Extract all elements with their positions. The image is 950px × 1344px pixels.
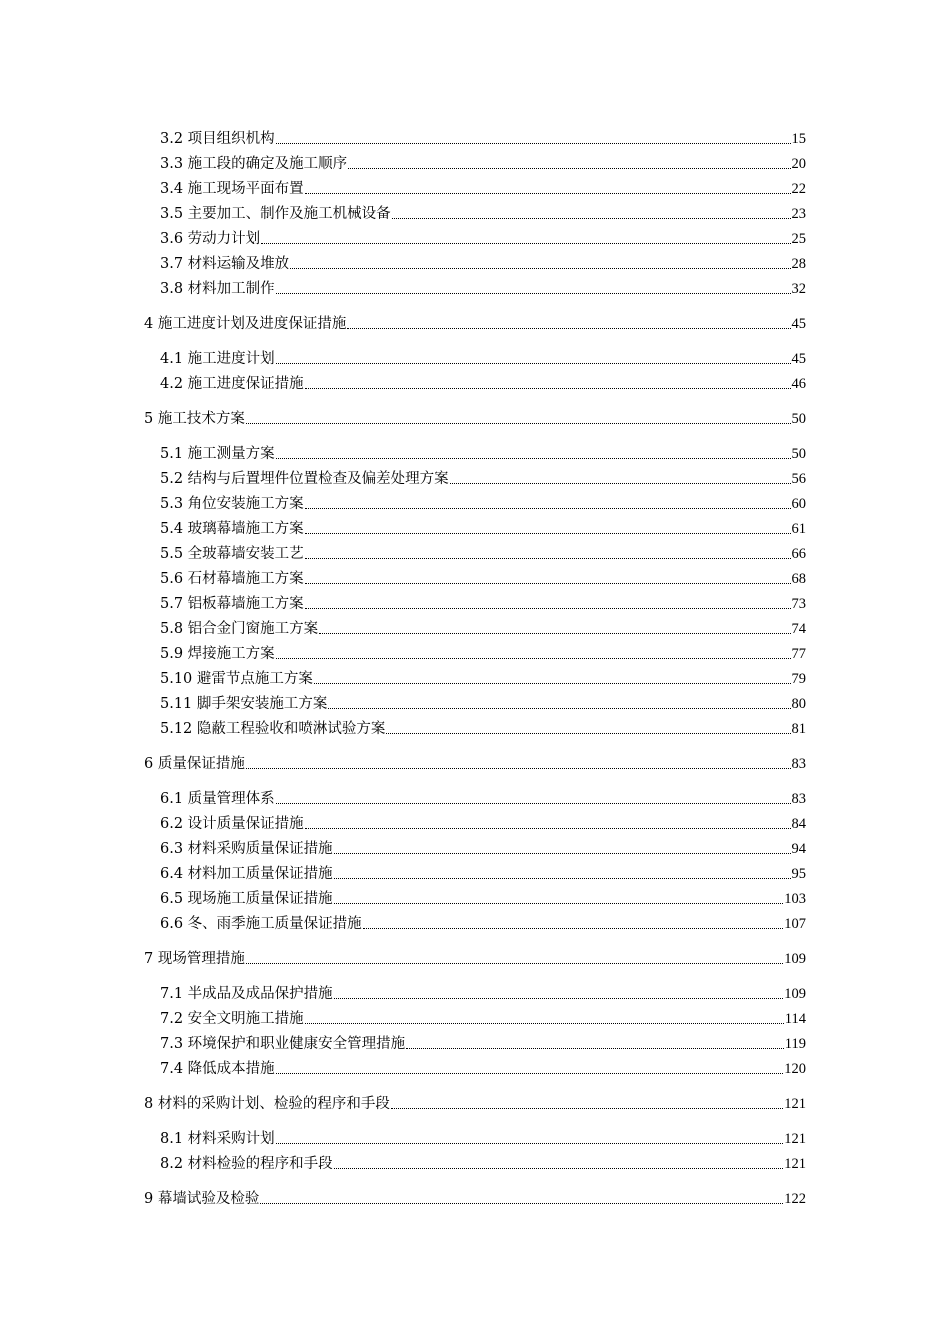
toc-entry-title: 5.7 铝板幕墙施工方案 bbox=[160, 596, 304, 612]
toc-entry-title: 3.7 材料运输及堆放 bbox=[160, 256, 290, 272]
toc-entry-title: 3.8 材料加工制作 bbox=[160, 281, 275, 297]
toc-entry-page-number: 15 bbox=[791, 131, 806, 147]
toc-dot-leader bbox=[305, 1022, 784, 1024]
toc-chapter-entry[interactable] bbox=[144, 751, 806, 773]
toc-section-entry[interactable] bbox=[160, 1031, 806, 1053]
toc-entry-page-number: 25 bbox=[791, 231, 806, 247]
toc-dot-leader bbox=[305, 192, 791, 194]
toc-entry-title: 3.3 施工段的确定及施工顺序 bbox=[160, 156, 348, 172]
toc-entry-page-number: 95 bbox=[791, 866, 806, 882]
toc-entry-title: 4.1 施工进度计划 bbox=[160, 351, 275, 367]
toc-dot-leader bbox=[450, 482, 791, 484]
toc-dot-leader bbox=[276, 292, 791, 294]
toc-section-entry[interactable] bbox=[160, 541, 806, 563]
toc-section-entry[interactable] bbox=[160, 1151, 806, 1173]
toc-dot-leader bbox=[305, 582, 791, 584]
toc-dot-leader bbox=[334, 852, 791, 854]
toc-dot-leader bbox=[391, 1107, 783, 1109]
toc-dot-leader bbox=[276, 142, 791, 144]
toc-entry-page-number: 28 bbox=[791, 256, 806, 272]
toc-entry-title: 5.6 石材幕墙施工方案 bbox=[160, 571, 304, 587]
toc-section-entry[interactable] bbox=[160, 691, 806, 713]
toc-section-entry[interactable] bbox=[160, 516, 806, 538]
toc-entry-page-number: 107 bbox=[784, 916, 806, 932]
toc-entry-title: 8.2 材料检验的程序和手段 bbox=[160, 1156, 333, 1172]
toc-entry-page-number: 22 bbox=[791, 181, 806, 197]
toc-entry-page-number: 20 bbox=[791, 156, 806, 172]
toc-section-entry[interactable] bbox=[160, 641, 806, 663]
toc-dot-leader bbox=[305, 557, 791, 559]
toc-section-entry[interactable] bbox=[160, 466, 806, 488]
toc-entry-title: 3.4 施工现场平面布置 bbox=[160, 181, 304, 197]
toc-section-entry[interactable] bbox=[160, 616, 806, 638]
toc-chapter-entry[interactable] bbox=[144, 1091, 806, 1113]
toc-entry-title: 4.2 施工进度保证措施 bbox=[160, 376, 304, 392]
toc-entry-page-number: 120 bbox=[784, 1061, 806, 1077]
toc-dot-leader bbox=[276, 1072, 784, 1074]
toc-entry-page-number: 122 bbox=[784, 1191, 806, 1207]
toc-entry-page-number: 45 bbox=[791, 351, 806, 367]
toc-entry-page-number: 46 bbox=[791, 376, 806, 392]
toc-entry-page-number: 50 bbox=[791, 446, 806, 462]
toc-dot-leader bbox=[276, 362, 791, 364]
toc-entry-page-number: 23 bbox=[791, 206, 806, 222]
toc-entry-page-number: 77 bbox=[791, 646, 806, 662]
toc-section-entry[interactable] bbox=[160, 201, 806, 223]
toc-dot-leader bbox=[290, 267, 790, 269]
toc-chapter-entry[interactable] bbox=[144, 946, 806, 968]
toc-entry-title: 5.9 焊接施工方案 bbox=[160, 646, 275, 662]
toc-entry-title: 6.1 质量管理体系 bbox=[160, 791, 275, 807]
toc-dot-leader bbox=[305, 387, 791, 389]
toc-dot-leader bbox=[348, 167, 790, 169]
toc-entry-title: 5.2 结构与后置埋件位置检查及偏差处理方案 bbox=[160, 471, 449, 487]
toc-entry-title: 8.1 材料采购计划 bbox=[160, 1131, 275, 1147]
toc-entry-title: 5.4 玻璃幕墙施工方案 bbox=[160, 521, 304, 537]
toc-section-entry[interactable] bbox=[160, 491, 806, 513]
toc-entry-title: 7.4 降低成本措施 bbox=[160, 1061, 275, 1077]
toc-section-entry[interactable] bbox=[160, 176, 806, 198]
toc-entry-page-number: 68 bbox=[791, 571, 806, 587]
toc-entry-page-number: 32 bbox=[791, 281, 806, 297]
toc-entry-title: 4 施工进度计划及进度保证措施 bbox=[144, 316, 347, 332]
toc-entry-page-number: 83 bbox=[791, 756, 806, 772]
toc-entry-title: 3.6 劳动力计划 bbox=[160, 231, 261, 247]
toc-entry-title: 5 施工技术方案 bbox=[144, 411, 245, 427]
toc-dot-leader bbox=[386, 732, 790, 734]
toc-entry-page-number: 121 bbox=[784, 1131, 806, 1147]
toc-dot-leader bbox=[305, 507, 791, 509]
toc-entry-page-number: 103 bbox=[784, 891, 806, 907]
toc-entry-page-number: 60 bbox=[791, 496, 806, 512]
toc-dot-leader bbox=[334, 877, 791, 879]
toc-section-entry[interactable] bbox=[160, 1126, 806, 1148]
toc-entry-page-number: 81 bbox=[791, 721, 806, 737]
toc-entry-page-number: 114 bbox=[784, 1011, 806, 1027]
toc-entry-title: 6.4 材料加工质量保证措施 bbox=[160, 866, 333, 882]
toc-entry-title: 3.2 项目组织机构 bbox=[160, 131, 275, 147]
toc-chapter-entry[interactable] bbox=[144, 1186, 806, 1208]
toc-section-entry[interactable] bbox=[160, 441, 806, 463]
toc-dot-leader bbox=[319, 632, 790, 634]
toc-entry-title: 3.5 主要加工、制作及施工机械设备 bbox=[160, 206, 391, 222]
toc-entry-title: 5.11 脚手架安装施工方案 bbox=[160, 696, 328, 712]
toc-section-entry[interactable] bbox=[160, 1006, 806, 1028]
toc-dot-leader bbox=[334, 1167, 784, 1169]
toc-section-entry[interactable] bbox=[160, 126, 806, 148]
toc-entry-page-number: 80 bbox=[791, 696, 806, 712]
toc-section-entry[interactable] bbox=[160, 666, 806, 688]
toc-entry-page-number: 83 bbox=[791, 791, 806, 807]
toc-section-entry[interactable] bbox=[160, 346, 806, 368]
toc-chapter-entry[interactable] bbox=[144, 311, 806, 333]
toc-section-entry[interactable] bbox=[160, 886, 806, 908]
toc-entry-page-number: 74 bbox=[791, 621, 806, 637]
toc-entry-title: 5.1 施工测量方案 bbox=[160, 446, 275, 462]
toc-entry-page-number: 121 bbox=[784, 1156, 806, 1172]
toc-dot-leader bbox=[246, 962, 783, 964]
toc-dot-leader bbox=[305, 607, 791, 609]
toc-entry-page-number: 121 bbox=[784, 1096, 806, 1112]
toc-dot-leader bbox=[305, 827, 791, 829]
toc-entry-title: 5.10 避雷节点施工方案 bbox=[160, 671, 313, 687]
toc-section-entry[interactable] bbox=[160, 811, 806, 833]
toc-section-entry[interactable] bbox=[160, 276, 806, 298]
toc-section-entry[interactable] bbox=[160, 981, 806, 1003]
toc-dot-leader bbox=[392, 217, 791, 219]
toc-section-entry[interactable] bbox=[160, 1056, 806, 1078]
toc-dot-leader bbox=[334, 902, 784, 904]
toc-chapter-entry[interactable] bbox=[144, 406, 806, 428]
toc-dot-leader bbox=[276, 457, 791, 459]
toc-section-entry[interactable] bbox=[160, 861, 806, 883]
toc-entry-title: 7 现场管理措施 bbox=[144, 951, 245, 967]
toc-dot-leader bbox=[347, 327, 790, 329]
toc-entry-page-number: 56 bbox=[791, 471, 806, 487]
toc-dot-leader bbox=[305, 532, 791, 534]
toc-entry-title: 6.2 设计质量保证措施 bbox=[160, 816, 304, 832]
toc-entry-page-number: 45 bbox=[791, 316, 806, 332]
toc-section-entry[interactable] bbox=[160, 716, 806, 738]
toc-dot-leader bbox=[261, 242, 790, 244]
toc-section-entry[interactable] bbox=[160, 786, 806, 808]
toc-dot-leader bbox=[276, 1142, 784, 1144]
toc-entry-page-number: 109 bbox=[784, 986, 806, 1002]
toc-entry-title: 7.3 环境保护和职业健康安全管理措施 bbox=[160, 1036, 406, 1052]
toc-section-entry[interactable] bbox=[160, 591, 806, 613]
toc-dot-leader bbox=[246, 767, 791, 769]
toc-section-entry[interactable] bbox=[160, 566, 806, 588]
toc-entry-title: 7.2 安全文明施工措施 bbox=[160, 1011, 304, 1027]
toc-dot-leader bbox=[406, 1047, 784, 1049]
toc-dot-leader bbox=[276, 657, 791, 659]
toc-entry-title: 6.5 现场施工质量保证措施 bbox=[160, 891, 333, 907]
toc-entry-title: 7.1 半成品及成品保护措施 bbox=[160, 986, 333, 1002]
toc-entry-title: 5.8 铝合金门窗施工方案 bbox=[160, 621, 319, 637]
toc-dot-leader bbox=[246, 422, 791, 424]
toc-dot-leader bbox=[314, 682, 791, 684]
toc-section-entry[interactable] bbox=[160, 251, 806, 273]
toc-entry-page-number: 73 bbox=[791, 596, 806, 612]
toc-entry-page-number: 84 bbox=[791, 816, 806, 832]
toc-entry-title: 5.5 全玻幕墙安装工艺 bbox=[160, 546, 304, 562]
toc-entry-page-number: 50 bbox=[791, 411, 806, 427]
toc-dot-leader bbox=[260, 1202, 783, 1204]
toc-entry-title: 5.3 角位安装施工方案 bbox=[160, 496, 304, 512]
toc-section-entry[interactable] bbox=[160, 151, 806, 173]
toc-entry-page-number: 61 bbox=[791, 521, 806, 537]
toc-section-entry[interactable] bbox=[160, 911, 806, 933]
toc-dot-leader bbox=[328, 707, 790, 709]
toc-entry-title: 8 材料的采购计划、检验的程序和手段 bbox=[144, 1096, 390, 1112]
toc-section-entry[interactable] bbox=[160, 371, 806, 393]
toc-entry-title: 6 质量保证措施 bbox=[144, 756, 245, 772]
toc-entry-page-number: 119 bbox=[784, 1036, 806, 1052]
toc-entry-title: 9 幕墙试验及检验 bbox=[144, 1191, 260, 1207]
toc-entry-page-number: 66 bbox=[791, 546, 806, 562]
toc-entry-page-number: 109 bbox=[784, 951, 806, 967]
toc-entry-title: 5.12 隐蔽工程验收和喷淋试验方案 bbox=[160, 721, 386, 737]
toc-entry-title: 6.3 材料采购质量保证措施 bbox=[160, 841, 333, 857]
toc-dot-leader bbox=[363, 927, 784, 929]
toc-entry-page-number: 94 bbox=[791, 841, 806, 857]
toc-entry-title: 6.6 冬、雨季施工质量保证措施 bbox=[160, 916, 362, 932]
toc-dot-leader bbox=[276, 802, 791, 804]
toc-section-entry[interactable] bbox=[160, 836, 806, 858]
toc-dot-leader bbox=[334, 997, 784, 999]
toc-entry-page-number: 79 bbox=[791, 671, 806, 687]
toc-section-entry[interactable] bbox=[160, 226, 806, 248]
